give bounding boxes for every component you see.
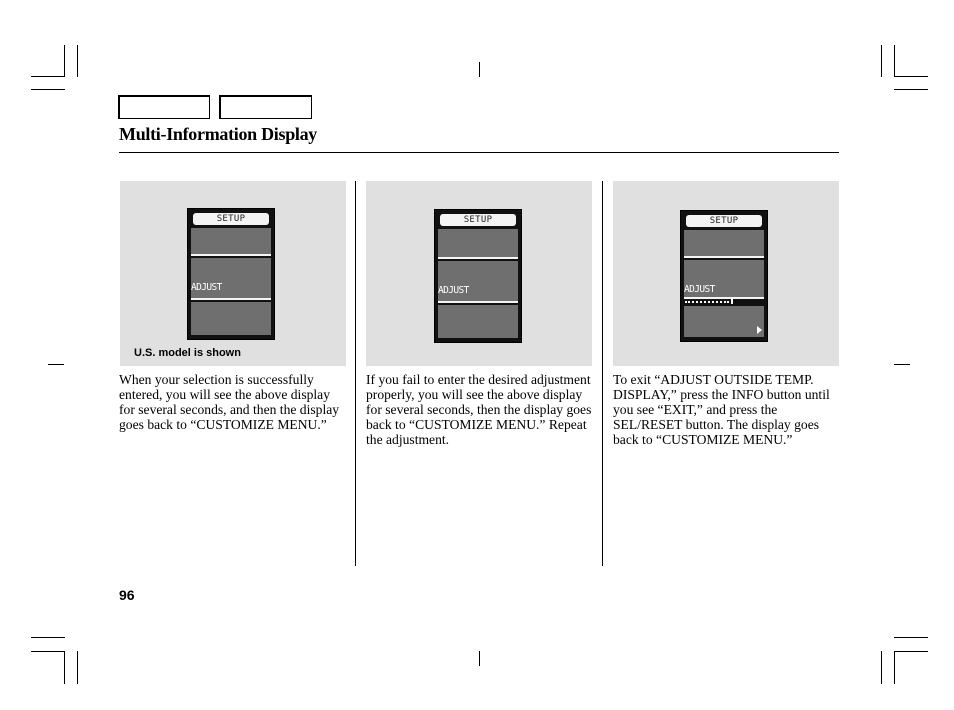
illustration-panel (120, 181, 346, 366)
page-title: Multi-Information Display (119, 124, 318, 144)
display-screen (680, 210, 768, 342)
screen-blank-row (438, 229, 518, 257)
body-paragraph: When your selection is successfully entered, you will see the above display for several seconds, and then the display goes back to “CUSTOMIZE MENU.” (119, 372, 340, 432)
screen-heading: SETUP (686, 215, 762, 227)
screen-menu-block (191, 258, 271, 300)
screen-divider (191, 254, 271, 256)
screen-dotted-indicator (685, 301, 729, 303)
figure-caption: U.S. model is shown (134, 347, 241, 359)
screen-divider (191, 298, 271, 300)
column-divider (602, 181, 603, 566)
illustration-panel (613, 181, 839, 366)
screen-blank-row (191, 228, 271, 254)
body-paragraph: To exit “ADJUST OUTSIDE TEMP. DISPLAY,” press the INFO button until you see “EXIT,” and press the SEL/RESET button. The display goes back to “CUSTOMIZE MENU.” (613, 372, 830, 447)
screen-divider (684, 297, 764, 299)
screen-line: ADJUST (191, 282, 222, 293)
screen-line: ADJUST (438, 285, 469, 296)
screen-menu-block (684, 260, 764, 299)
screen-divider (438, 257, 518, 259)
page-number: 96 (119, 587, 135, 603)
arrow-right-icon (757, 326, 762, 334)
title-rule (119, 152, 839, 153)
screen-value-row (684, 306, 764, 337)
screen-indicator-tick (731, 299, 733, 304)
screen-heading: SETUP (193, 213, 269, 225)
screen-line: ADJUST (684, 284, 715, 295)
screen-menu-block (438, 261, 518, 303)
body-paragraph: If you fail to enter the desired adjustment properly, you will see the above display for several seconds, then the display goes back to “CUSTOMIZE MENU.” Repeat the adjustment. (366, 372, 592, 447)
illustration-panel (366, 181, 592, 366)
screen-divider (684, 256, 764, 258)
header-tab-box (219, 95, 312, 119)
screen-heading: SETUP (440, 214, 516, 226)
screen-value-row (438, 305, 518, 338)
screen-hint-block (684, 230, 764, 256)
screen-divider (438, 301, 518, 303)
display-screen (187, 208, 275, 340)
screen-value-row (191, 302, 271, 335)
header-tab-box (118, 95, 210, 119)
column-divider (355, 181, 356, 566)
display-screen (434, 209, 522, 343)
